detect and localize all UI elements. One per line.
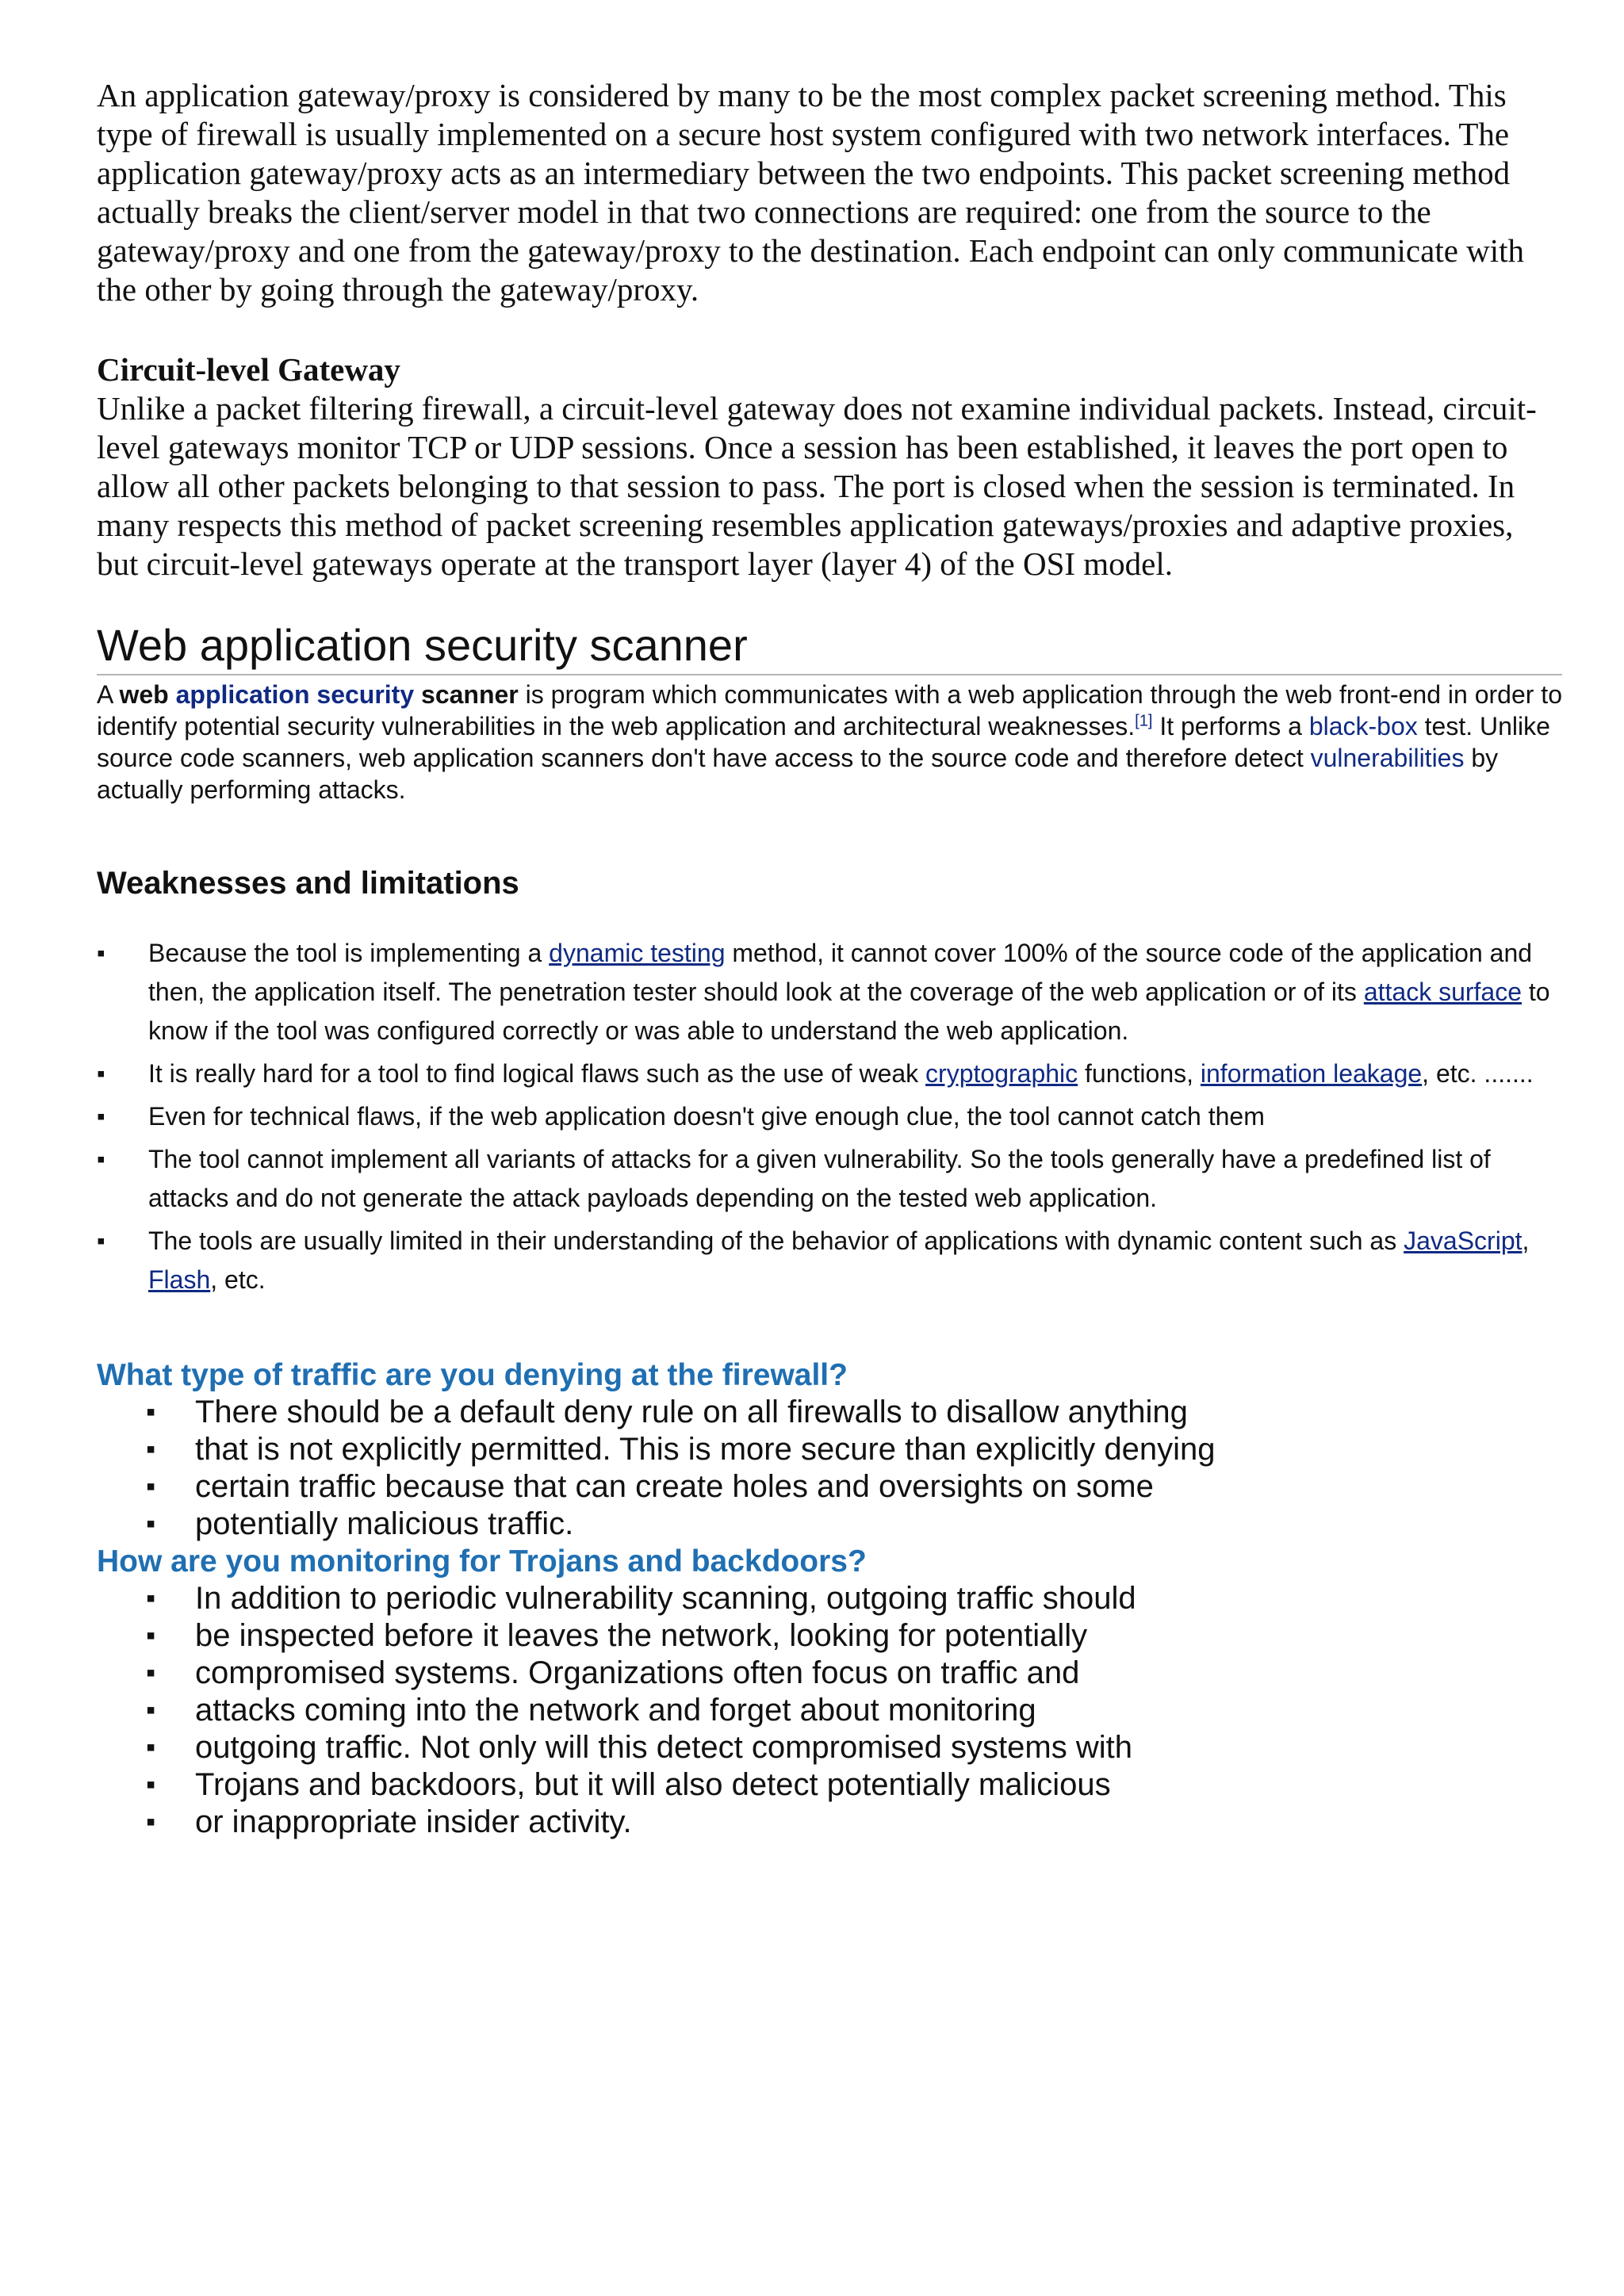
firewall-answer-list [97, 1394, 1562, 1543]
firewall-question-heading: What type of traffic are you denying at the firewall? [97, 1358, 848, 1392]
intro-text: is program which communicates with a web application through the web front-end in order to identify potential security vulnerabilities in the web application and architectural weaknesses. [97, 680, 1562, 740]
item-text: , etc. [210, 1265, 266, 1294]
intro-text: A [97, 680, 120, 709]
weaknesses-list [97, 934, 1562, 1299]
list-item: ▪ There should be a default deny rule on all firewalls to disallow anything [97, 1394, 1562, 1431]
list-item: ▪ or inappropriate insider activity. [97, 1804, 1562, 1841]
list-item: ▪ that is not explicitly permitted. This is more secure than explicitly denying [97, 1431, 1562, 1468]
application-security-link[interactable]: application security [175, 680, 415, 709]
list-item: ▪ The tool cannot implement all variants of attacks for a given vulnerability. So the tools generally have a predefined list of attacks and do not generate the attack payloads depending on the tested web application. [97, 1140, 1562, 1218]
item-text: functions, [1078, 1059, 1201, 1088]
javascript-link[interactable]: JavaScript [1404, 1226, 1522, 1255]
list-item [97, 1054, 1562, 1093]
list-item: ▪ be inspected before it leaves the network, looking for potentially [97, 1617, 1562, 1655]
item-text: , etc. ....... [1422, 1059, 1534, 1088]
information-leakage-link[interactable]: information leakage [1200, 1059, 1423, 1088]
attack-surface-link[interactable]: attack surface [1363, 978, 1522, 1006]
item-text: Because the tool is implementing a [148, 939, 550, 967]
document-page [97, 76, 1562, 1841]
gateway-paragraph: An application gateway/proxy is considered by many to be the most complex packet screening method. This type of firewall is usually implemented on a secure host system configured with two network interfaces. The application gateway/proxy acts as an intermediary between the two endpoints. This packet screening method actually breaks the client/server model in that two connections are required: one from the source to the gateway/proxy and one from the gateway/proxy to the destination. Each endpoint can only communicate with the other by going through the gateway/proxy. [97, 77, 1525, 308]
black-box-link[interactable]: black-box [1308, 712, 1418, 740]
item-text: method, it cannot cover 100% of the source code of the application and then, the application itself. The penetration tester should look at the coverage of the web application or of its [148, 939, 1533, 1006]
circuit-level-heading: Circuit-level Gateway [97, 351, 400, 388]
intro-text: test. Unlike source code scanners, web application scanners don't have access to the source code and therefore detect [97, 712, 1550, 772]
list-item: ▪ Trojans and backdoors, but it will also detect potentially malicious [97, 1766, 1562, 1804]
intro-text: It performs a [1152, 712, 1309, 740]
reference-link[interactable]: [1] [1135, 712, 1153, 730]
scanner-section-title: Web application security scanner [97, 620, 1562, 675]
list-item: ▪ potentially malicious traffic. [97, 1506, 1562, 1543]
list-item [97, 934, 1562, 1050]
list-item: ▪ compromised systems. Organizations often focus on traffic and [97, 1655, 1562, 1692]
item-text: It is really hard for a tool to find logical flaws such as the use of weak [148, 1059, 926, 1088]
circuit-level-paragraph: Unlike a packet filtering firewall, a circuit-level gateway does not examine individual packets. Instead, circuit-level gateways monitor TCP or UDP sessions. Once a session has been established, it leaves the port open to allow all other packets belonging to that session to pass. The port is closed when the session is terminated. In many respects this method of packet screening resembles application gateways/proxies and adaptive proxies, but circuit-level gateways operate at the transport layer (layer 4) of the OSI model. [97, 390, 1537, 582]
weaknesses-heading: Weaknesses and limitations [97, 866, 519, 901]
item-text: to know if the tool was configured correctly or was able to understand the web application. [148, 978, 1550, 1045]
list-item [97, 1222, 1562, 1299]
cryptographic-link[interactable]: cryptographic [925, 1059, 1078, 1088]
item-text: The tools are usually limited in their understanding of the behavior of applications with dynamic content such as [148, 1226, 1404, 1255]
list-item: ▪ outgoing traffic. Not only will this detect compromised systems with [97, 1729, 1562, 1766]
list-item: ▪ In addition to periodic vulnerability scanning, outgoing traffic should [97, 1580, 1562, 1617]
trojans-question-heading: How are you monitoring for Trojans and backdoors? [97, 1544, 867, 1578]
vulnerabilities-link[interactable]: vulnerabilities [1310, 744, 1465, 772]
list-item: ▪ certain traffic because that can create holes and oversights on some [97, 1468, 1562, 1506]
intro-space [169, 680, 176, 709]
item-text: , [1522, 1226, 1530, 1255]
intro-bold-scanner: scanner [421, 680, 519, 709]
flash-link[interactable]: Flash [148, 1265, 211, 1294]
dynamic-testing-link[interactable]: dynamic testing [549, 939, 726, 967]
list-item: ▪ attacks coming into the network and forget about monitoring [97, 1692, 1562, 1729]
intro-bold-web: web [119, 680, 169, 709]
scanner-intro [97, 679, 1562, 806]
intro-space [414, 680, 421, 709]
list-item: ▪ Even for technical flaws, if the web application doesn't give enough clue, the tool cannot catch them [97, 1097, 1562, 1136]
intro-text: by actually performing attacks. [97, 744, 1499, 804]
trojans-answer-list [97, 1580, 1562, 1841]
